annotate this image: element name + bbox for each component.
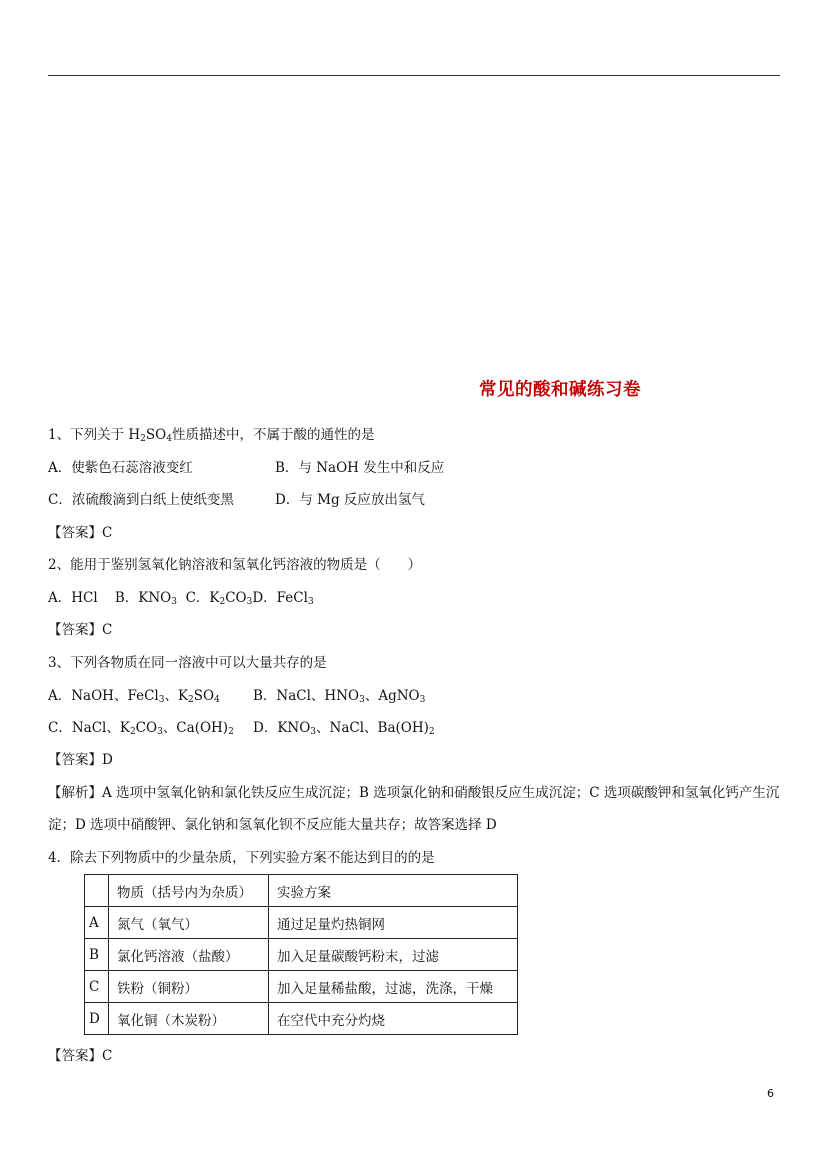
table-cell: C xyxy=(85,971,109,1003)
question-3-option-c: C．NaCl、$K_2CO_3$、$Ca(OH)_2$ xyxy=(48,720,234,737)
table-cell: 氮气（氧气） xyxy=(109,907,269,939)
question-3-option-d: D．$KNO_3$、NaCl、$Ba(OH)_2$ xyxy=(253,720,435,737)
question-3-option-b: B．NaCl、$HNO_3$、AgNO$_3$ xyxy=(253,688,426,705)
question-2-option-d: D．FeCl$_3$ xyxy=(252,590,314,607)
question-4-answer: 【答案】C xyxy=(48,1048,113,1064)
table-row xyxy=(85,1003,518,1035)
page-number: 6 xyxy=(767,1087,774,1100)
question-3-analysis: 【解析】A 选项中氢氧化钠和氯化铁反应生成沉淀；B 选项氯化钠和硝酸银反应生成沉淀；C 选项碳酸钾和氢氧化钙产生沉淀；D 选项中硝酸钾、氯化钠和氢氧化钡不反应能大量共存；故答案选择 D xyxy=(48,785,780,833)
question-2-answer: 【答案】C xyxy=(48,622,113,638)
table-cell: 铁粉（铜粉） xyxy=(109,971,269,1003)
table-row xyxy=(85,971,518,1003)
question-1-option-b: B．与 NaOH 发生中和反应 xyxy=(275,460,445,476)
question-1-stem: 1、下列关于 $H_2SO_4$性质描述中，不属于酸的通性的是 xyxy=(48,427,375,444)
table-row xyxy=(85,939,518,971)
question-1-option-d: D．与 Mg 反应放出氢气 xyxy=(275,492,425,508)
table-cell: 氧化铜（木炭粉） xyxy=(109,1003,269,1035)
table-cell: 通过足量灼热铜网 xyxy=(269,907,518,939)
question-4-stem: 4．除去下列物质中的少量杂质，下列实验方案不能达到目的的是 xyxy=(48,850,435,866)
table-cell: 加入足量碳酸钙粉末，过滤 xyxy=(269,939,518,971)
question-2-option-c: C．$K_2CO_3$ xyxy=(185,590,253,607)
question-2-option-b: B．$KNO_3$ xyxy=(114,590,177,607)
question-3-stem: 3、下列各物质在同一溶液中可以大量共存的是 xyxy=(48,655,327,671)
table-cell: 氯化钙溶液（盐酸） xyxy=(109,939,269,971)
question-3-answer: 【答案】D xyxy=(48,752,113,768)
header-rule xyxy=(48,75,780,76)
question-2-stem: 2、能用于鉴别氢氧化钠溶液和氢氧化钙溶液的物质是（ ） xyxy=(48,557,422,573)
table-cell: 加入足量稀盐酸，过滤，洗涤，干燥 xyxy=(269,971,518,1003)
question-1-option-a: A．使紫色石蕊溶液变红 xyxy=(48,460,193,476)
table-cell: D xyxy=(85,1003,109,1035)
table-header-cell: 物质（括号内为杂质） xyxy=(109,875,269,907)
document-title: 常见的酸和碱练习卷 xyxy=(479,380,641,400)
question-3-option-a: A．NaOH、FeCl$_3$、$K_2SO_4$ xyxy=(48,688,220,705)
table-row xyxy=(85,907,518,939)
table-header-cell: 实验方案 xyxy=(269,875,518,907)
question-2-options xyxy=(48,589,314,607)
question-1-answer: 【答案】C xyxy=(48,525,113,541)
question-4-table xyxy=(84,874,518,1035)
table-header-cell xyxy=(85,875,109,907)
table-cell: A xyxy=(85,907,109,939)
table-header-row xyxy=(85,875,518,907)
table-cell: 在空代中充分灼烧 xyxy=(269,1003,518,1035)
question-1-option-c: C．浓硫酸滴到白纸上使纸变黑 xyxy=(48,492,234,508)
question-2-option-a: A．HCl xyxy=(48,590,98,606)
table-cell: B xyxy=(85,939,109,971)
